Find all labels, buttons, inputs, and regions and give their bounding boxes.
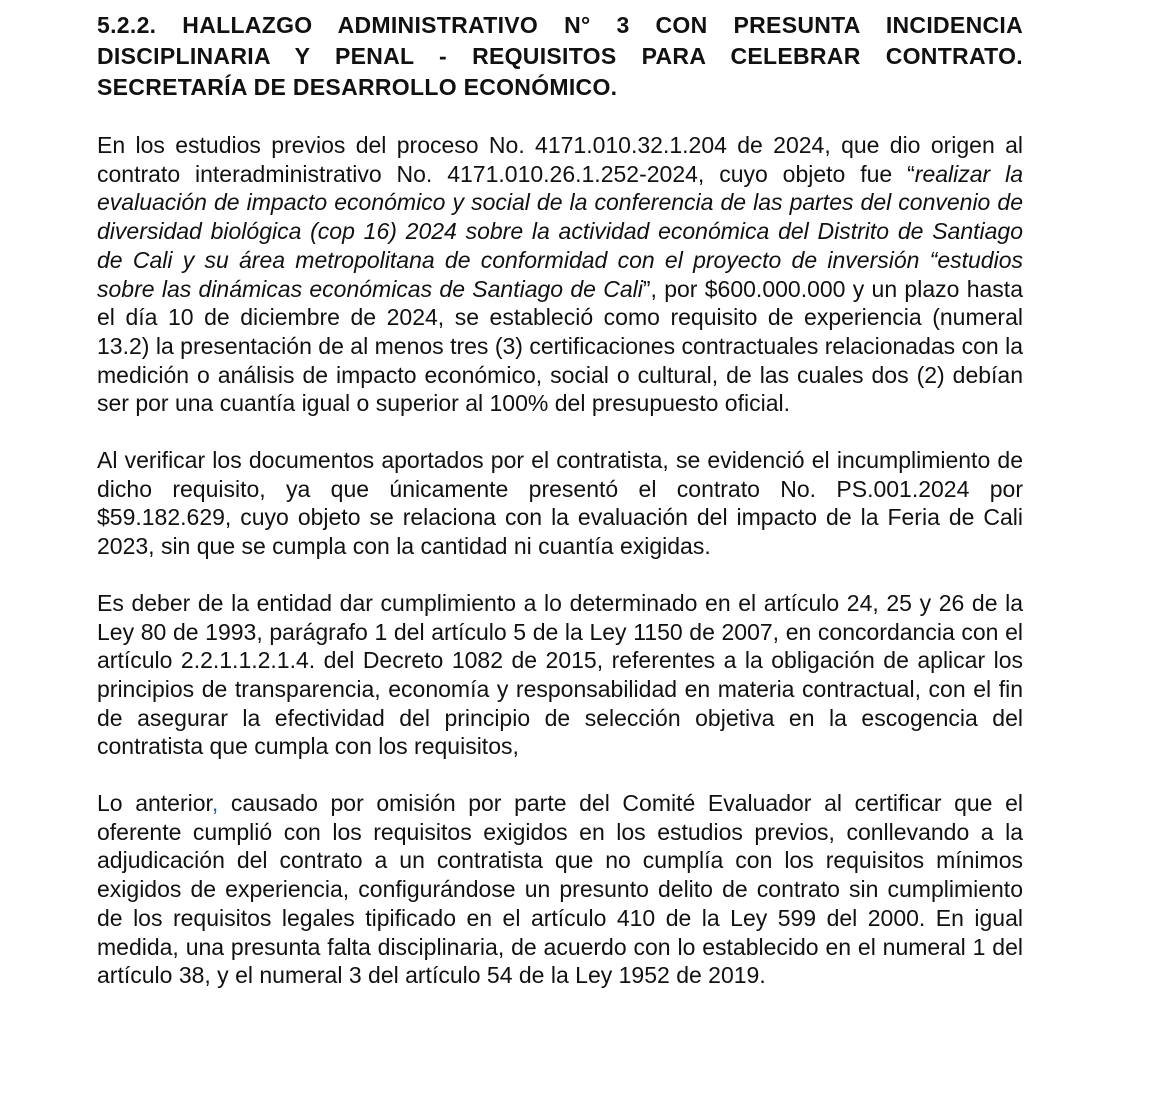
paragraph-conclusion-rest: causado por omisión por parte del Comité Evaluador al certificar que el oferente cumplió con los requisitos exigidos en los estudios previos, conllevando a la adjudicación del contrato a un contratista que no cumplía con los requisitos mínimos exigidos de experiencia, configurándose un presunto delito de contrato sin cumplimiento de los requisitos legales tipificado en el artículo 410 de la Ley 599 del 2000. En igual medida, una presunta falta disciplinaria, de acuerdo con lo establecido en el numeral 1 del artículo 38, y el numeral 3 del artículo 54 de la Ley 1952 de 2019. (97, 790, 1023, 989)
document-page (97, 10, 1023, 1018)
paragraph-estudios-previos-rest: ”, por $600.000.000 y un plazo hasta el día 10 de diciembre de 2024, se estableció como requisito de experiencia (numeral 13.2) la presentación de al menos tres (3) certificaciones contractuales relacionadas con la medición o análisis de impacto económico, social o cultural, de las cuales dos (2) debían ser por una cuantía igual o superior al 100% del presupuesto oficial. (97, 275, 1023, 417)
paragraph-verificacion: Al verificar los documentos aportados por el contratista, se evidenció el incumplimiento de dicho requisito, ya que únicamente presentó el contrato No. PS.001.2024 por $59.182.629, cuyo objeto se relaciona con la evaluación del impacto de la Feria de Cali 2023, sin que se cumpla con la cantidad ni cuantía exigidas. (97, 447, 1023, 560)
contract-object-italic: realizar la evaluación de impacto económico y social de la conferencia de las partes del convenio de diversidad biológica (cop 16) 2024 sobre la actividad económica del Distrito de Santiago de Cali y su área metropolitana de conformidad con el proyecto de inversión “estudios sobre las dinámicas económicas de Santiago de Cali (97, 160, 1023, 302)
accent-comma: , (211, 790, 219, 817)
paragraph-estudios-previos-intro: En los estudios previos del proceso No. 4171.010.32.1.204 de 2024, que dio origen al contrato interadministrativo No. 4171.010.26.1.252-2024, cuyo objeto fue “ (97, 132, 1023, 187)
paragraph-conclusion-lead: Lo anterior (97, 790, 212, 817)
paragraph-estudios-previos (97, 131, 1023, 418)
paragraph-conclusion (97, 789, 1023, 990)
section-heading: 5.2.2. HALLAZGO ADMINISTRATIVO N° 3 CON PRESUNTA INCIDENCIA DISCIPLINARIA Y PENAL - REQUISITOS PARA CELEBRAR CONTRATO. SECRETARÍA DE DESARROLLO ECONÓMICO. (97, 12, 1023, 100)
paragraph-deber-entidad: Es deber de la entidad dar cumplimiento a lo determinado en el artículo 24, 25 y 26 de la Ley 80 de 1993, parágrafo 1 del artículo 5 de la Ley 1150 de 2007, en concordancia con el artículo 2.2.1.1.2.1.4. del Decreto 1082 de 2015, referentes a la obligación de aplicar los principios de transparencia, economía y responsabilidad en materia contractual, con el fin de asegurar la efectividad del principio de selección objetiva en la escogencia del contratista que cumpla con los requisitos, (97, 589, 1023, 760)
